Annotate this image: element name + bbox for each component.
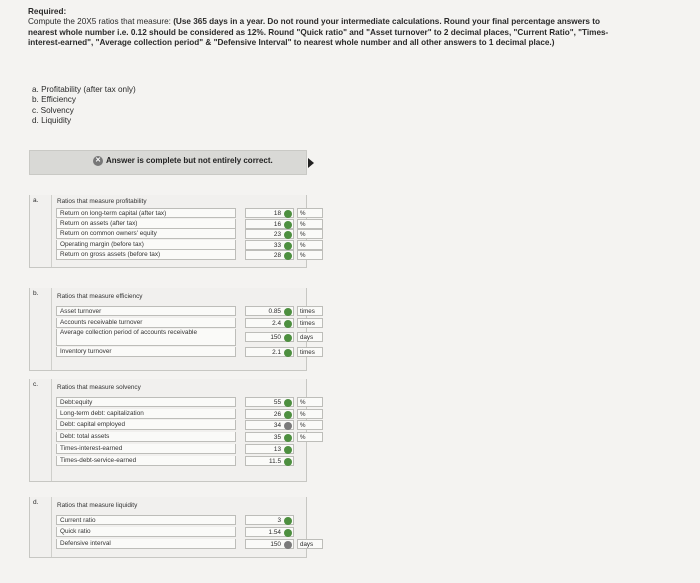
answer-input[interactable]: [245, 456, 294, 466]
unit-label: %: [297, 208, 323, 218]
answer-input[interactable]: [245, 515, 294, 525]
answer-input[interactable]: [245, 229, 294, 239]
ratio-label: Return on assets (after tax): [56, 219, 236, 229]
instructions-text: Compute the 20X5 ratios that measure:: [28, 17, 174, 27]
section-title: Ratios that measure profitability: [57, 198, 147, 205]
answer-value: 1.54: [268, 528, 281, 536]
section-letter: a.: [33, 197, 39, 204]
check-icon: [284, 210, 292, 218]
check-icon: [284, 242, 292, 250]
answer-input[interactable]: [245, 240, 294, 250]
incorrect-icon: [284, 541, 292, 549]
part-item: b. Efficiency: [32, 95, 76, 105]
check-icon: [284, 446, 292, 454]
parts-list: [32, 85, 136, 127]
ratio-label: Asset turnover: [56, 306, 236, 316]
section-title: Ratios that measure liquidity: [57, 502, 138, 509]
answer-value: 35: [273, 434, 281, 442]
instructions-bold-text: (Use 365 days in a year. Do not round your intermediate calculations. Round your final percentage answers to nearest whole number i.e. 0.12 should be considered as 12%. Round "Quick ratio" and "Asset turnover" to 2 decimal places, "Current Ratio", "Times-interest-earned", "Average collection period" & "Defensive Interval" to nearest whole number and all other answers to 1 decimal place.): [28, 17, 609, 48]
unit-label: %: [297, 250, 323, 260]
answer-value: 16: [273, 220, 281, 228]
section-letter: c.: [33, 381, 39, 388]
section-c-solvency: [29, 379, 307, 482]
section-a-profitability: [29, 195, 307, 268]
answer-value: 33: [273, 241, 281, 249]
ratio-label: Current ratio: [56, 515, 236, 525]
ratio-label: Quick ratio: [56, 527, 236, 537]
answer-value: 0.85: [268, 308, 281, 315]
unit-label: %: [297, 420, 323, 430]
answer-value: 11.5: [269, 457, 281, 465]
answer-input[interactable]: [245, 219, 294, 229]
ratio-label: Times-interest-earned: [56, 444, 236, 454]
check-icon: [284, 221, 292, 229]
section-d-liquidity: [29, 497, 314, 558]
answer-input[interactable]: [245, 432, 294, 442]
instructions: [28, 7, 628, 49]
ratio-label: Defensive interval: [56, 539, 236, 549]
check-icon: [284, 411, 292, 419]
section-title: Ratios that measure solvency: [57, 384, 141, 391]
check-icon: [284, 434, 292, 442]
ratio-label: Inventory turnover: [56, 347, 236, 357]
part-item: a. Profitability (after tax only): [32, 85, 136, 94]
answer-input[interactable]: [245, 306, 294, 316]
ratio-label: Return on gross assets (before tax): [56, 250, 236, 260]
check-icon: [284, 231, 292, 239]
section-letter: b.: [33, 290, 39, 297]
answer-value: 23: [273, 231, 281, 239]
incorrect-icon: ✕: [93, 156, 103, 166]
answer-value: 28: [273, 252, 281, 260]
answer-input[interactable]: [245, 420, 294, 430]
incorrect-icon: [284, 422, 292, 430]
answer-input[interactable]: [245, 250, 294, 260]
check-icon: [284, 517, 292, 525]
answer-value: 18: [273, 210, 281, 217]
ratio-label: Long-term debt: capitalization: [56, 409, 236, 419]
section-title: Ratios that measure efficiency: [57, 293, 143, 300]
answer-value: 2.1: [272, 349, 281, 356]
check-icon: [284, 399, 292, 407]
ratio-label: Debt: capital employed: [56, 420, 236, 430]
unit-label: %: [297, 240, 323, 250]
answer-input[interactable]: [245, 397, 294, 407]
check-icon: [284, 334, 292, 342]
unit-label: times: [297, 306, 323, 316]
check-icon: [284, 458, 292, 466]
answer-input[interactable]: [245, 332, 294, 342]
ratio-label: Return on common owners' equity: [56, 229, 236, 239]
check-icon: [284, 349, 292, 357]
ratio-label: Times-debt-service-earned: [56, 456, 236, 466]
part-item: c. Solvency: [32, 105, 74, 115]
ratio-label: Debt:equity: [56, 397, 236, 407]
unit-label: %: [297, 432, 323, 442]
unit-label: times: [297, 318, 323, 328]
mouse-cursor-icon: [308, 158, 314, 168]
unit-label: times: [297, 347, 323, 357]
ratio-label: Average collection period of accounts receivable: [56, 329, 236, 346]
answer-status-banner: [29, 150, 307, 175]
check-icon: [284, 529, 292, 537]
answer-input[interactable]: [245, 409, 294, 419]
answer-input[interactable]: [245, 208, 294, 218]
answer-value: 150: [270, 540, 281, 548]
check-icon: [284, 252, 292, 260]
banner-text: Answer is complete but not entirely correct.: [106, 156, 273, 166]
unit-label: days: [297, 539, 323, 549]
answer-value: 2.4: [272, 319, 281, 327]
section-letter: d.: [33, 499, 39, 506]
ratio-label: Accounts receivable turnover: [56, 318, 236, 328]
required-heading: Required:: [28, 7, 67, 16]
answer-input[interactable]: [245, 347, 294, 357]
unit-label: %: [297, 409, 323, 419]
answer-value: 26: [273, 410, 281, 418]
unit-label: days: [297, 332, 323, 342]
ratio-label: Debt: total assets: [56, 432, 236, 442]
unit-label: %: [297, 397, 323, 407]
unit-label: %: [297, 229, 323, 239]
answer-value: 13: [273, 445, 281, 453]
answer-value: 55: [273, 399, 281, 406]
answer-input[interactable]: [245, 318, 294, 328]
ratio-label: Operating margin (before tax): [56, 240, 236, 250]
answer-value: 34: [273, 422, 281, 430]
ratio-label: Return on long-term capital (after tax): [56, 208, 236, 218]
part-item: d. Liquidity: [32, 116, 72, 126]
section-b-efficiency: [29, 288, 315, 371]
check-icon: [284, 320, 292, 328]
unit-label: %: [297, 219, 323, 229]
answer-input[interactable]: [245, 444, 294, 454]
answer-input[interactable]: [245, 539, 294, 549]
answer-value: 3: [277, 517, 281, 524]
answer-input[interactable]: [245, 527, 294, 537]
answer-value: 150: [270, 334, 281, 341]
check-icon: [284, 308, 292, 316]
